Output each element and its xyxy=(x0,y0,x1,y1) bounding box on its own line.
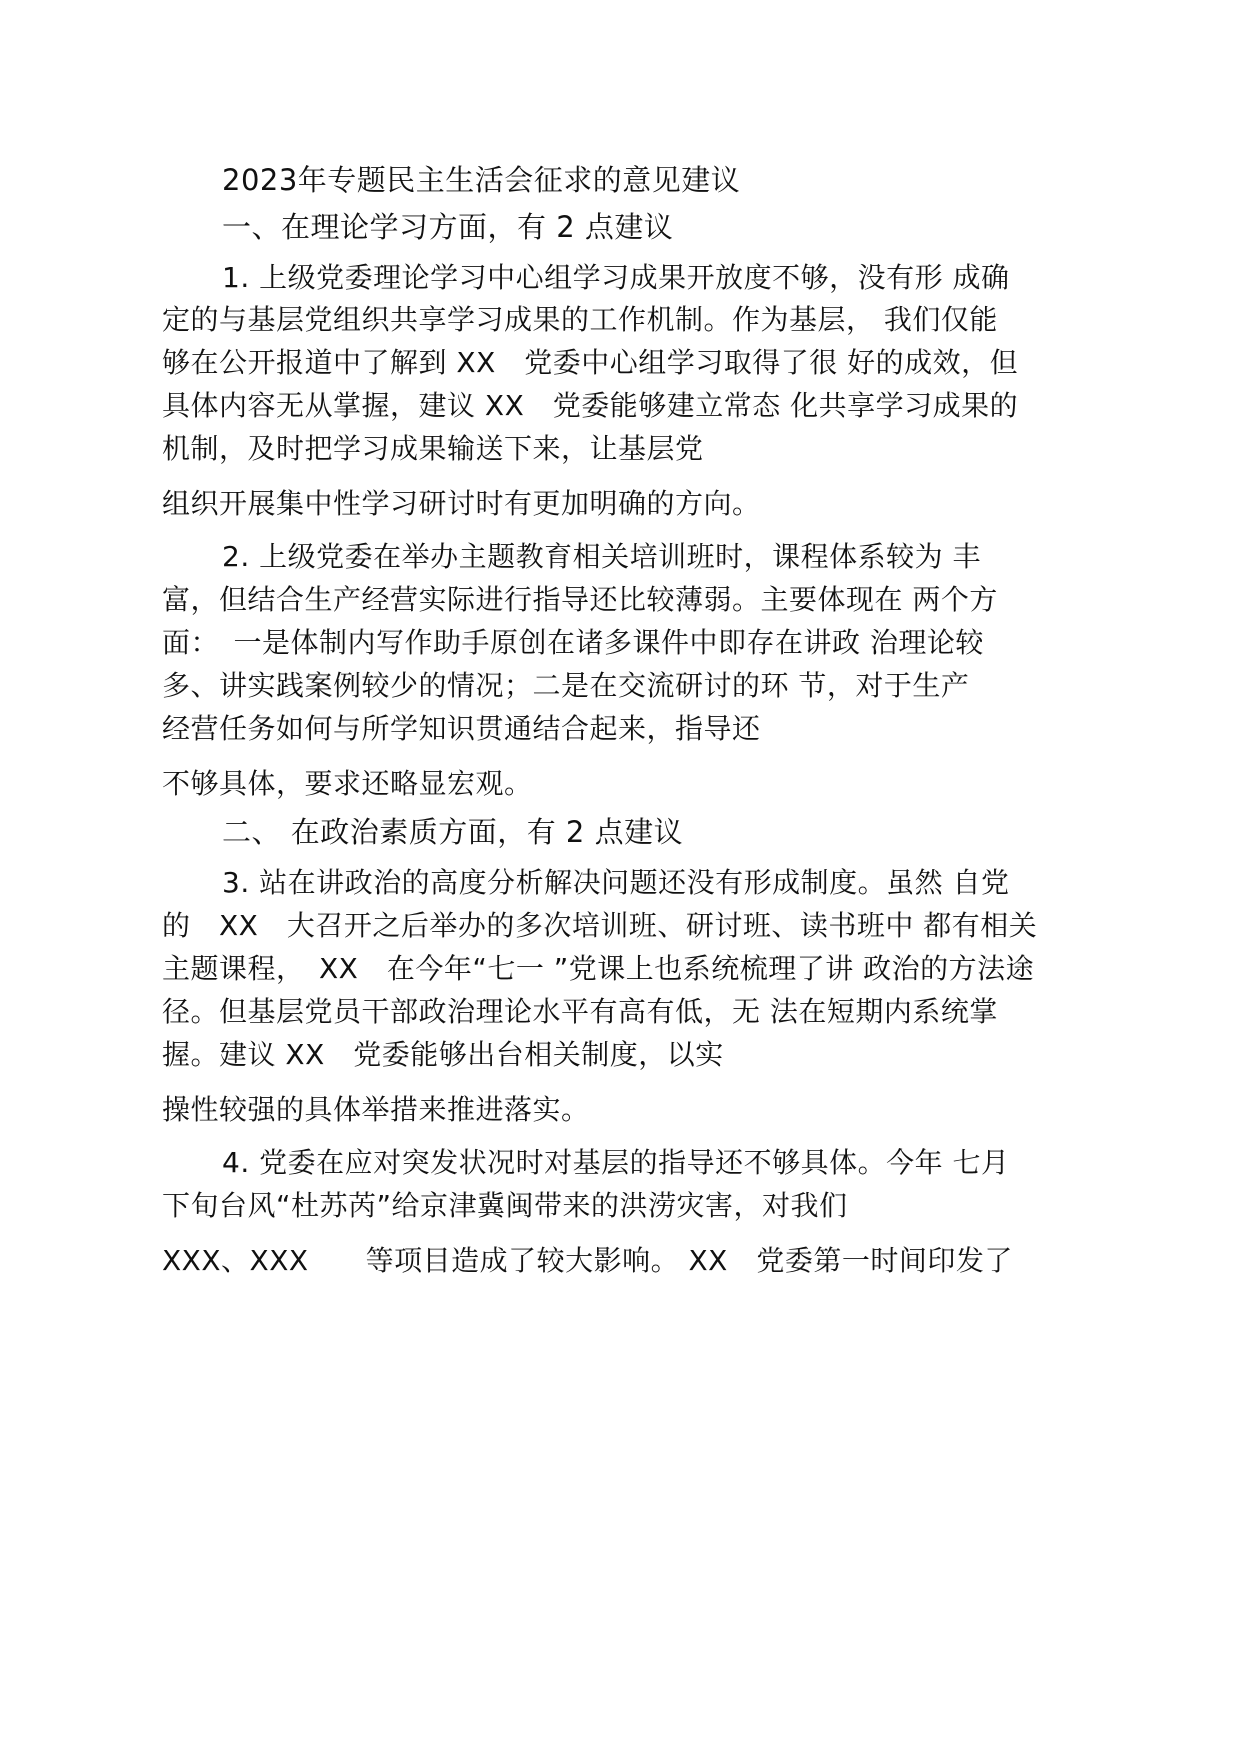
paragraph-4-line-3: XXX、XXX 等项目造成了较大影响。 XX 党委第一时间印发了 xyxy=(162,1244,1013,1277)
paragraph-2-line-1: 2. 上级党委在举办主题教育相关培训班时，课程体系较为 丰 xyxy=(222,540,982,573)
paragraph-3-line-1: 3. 站在讲政治的高度分析解决问题还没有形成制度。虽然 自党 xyxy=(222,866,1010,899)
paragraph-2-line-4: 多、讲实践案例较少的情况；二是在交流研讨的环 节，对于生产 xyxy=(162,669,970,702)
paragraph-2-line-2: 富，但结合生产经营实际进行指导还比较薄弱。主要体现在 两个方 xyxy=(162,583,998,616)
paragraph-1-line-3: 够在公开报道中了解到 XX 党委中心组学习取得了很 好的成效，但 xyxy=(162,346,1019,379)
paragraph-2-line-5: 经营任务如何与所学知识贯通结合起来，指导还 xyxy=(162,712,761,745)
paragraph-3-line-4: 径。但基层党员干部政治理论水平有高有低，无 法在短期内系统掌 xyxy=(162,995,998,1028)
paragraph-1-line-5: 机制，及时把学习成果输送下来，让基层党 xyxy=(162,432,704,465)
paragraph-1-line-4: 具体内容无从掌握，建议 XX 党委能够建立常态 化共享学习成果的 xyxy=(162,389,1019,422)
paragraph-1-line-1: 1. 上级党委理论学习中心组学习成果开放度不够，没有形 成确 xyxy=(222,261,1010,294)
paragraph-3-line-5: 握。建议 XX 党委能够出台相关制度，以实 xyxy=(162,1038,724,1071)
paragraph-1-line-2: 定的与基层党组织共享学习成果的工作机制。作为基层， 我们仅能 xyxy=(162,303,998,336)
document-title: 2023年专题民主生活会征求的意见建议 xyxy=(222,163,741,197)
paragraph-4-line-1: 4. 党委在应对突发状况时对基层的指导还不够具体。今年 七月 xyxy=(222,1146,1010,1179)
paragraph-3-line-6: 操性较强的具体举措来推进落实。 xyxy=(162,1093,590,1126)
paragraph-2-line-3: 面： 一是体制内写作助手原创在诸多课件中即存在讲政 治理论较 xyxy=(162,626,984,659)
paragraph-1-line-6: 组织开展集中性学习研讨时有更加明确的方向。 xyxy=(162,487,761,520)
paragraph-4-line-2: 下旬台风“杜苏芮”给京津冀闽带来的洪涝灾害，对我们 xyxy=(162,1189,848,1222)
section-heading-1: 一、在理论学习方面，有 2 点建议 xyxy=(222,210,674,244)
section-heading-2: 二、 在政治素质方面，有 2 点建议 xyxy=(222,815,684,849)
paragraph-3-line-2: 的 XX 大召开之后举办的多次培训班、研讨班、读书班中 都有相关 xyxy=(162,909,1038,942)
paragraph-3-line-3: 主题课程， XX 在今年“七一 ”党课上也系统梳理了讲 政治的方法途 xyxy=(162,952,1035,985)
paragraph-2-line-6: 不够具体，要求还略显宏观。 xyxy=(162,767,533,800)
